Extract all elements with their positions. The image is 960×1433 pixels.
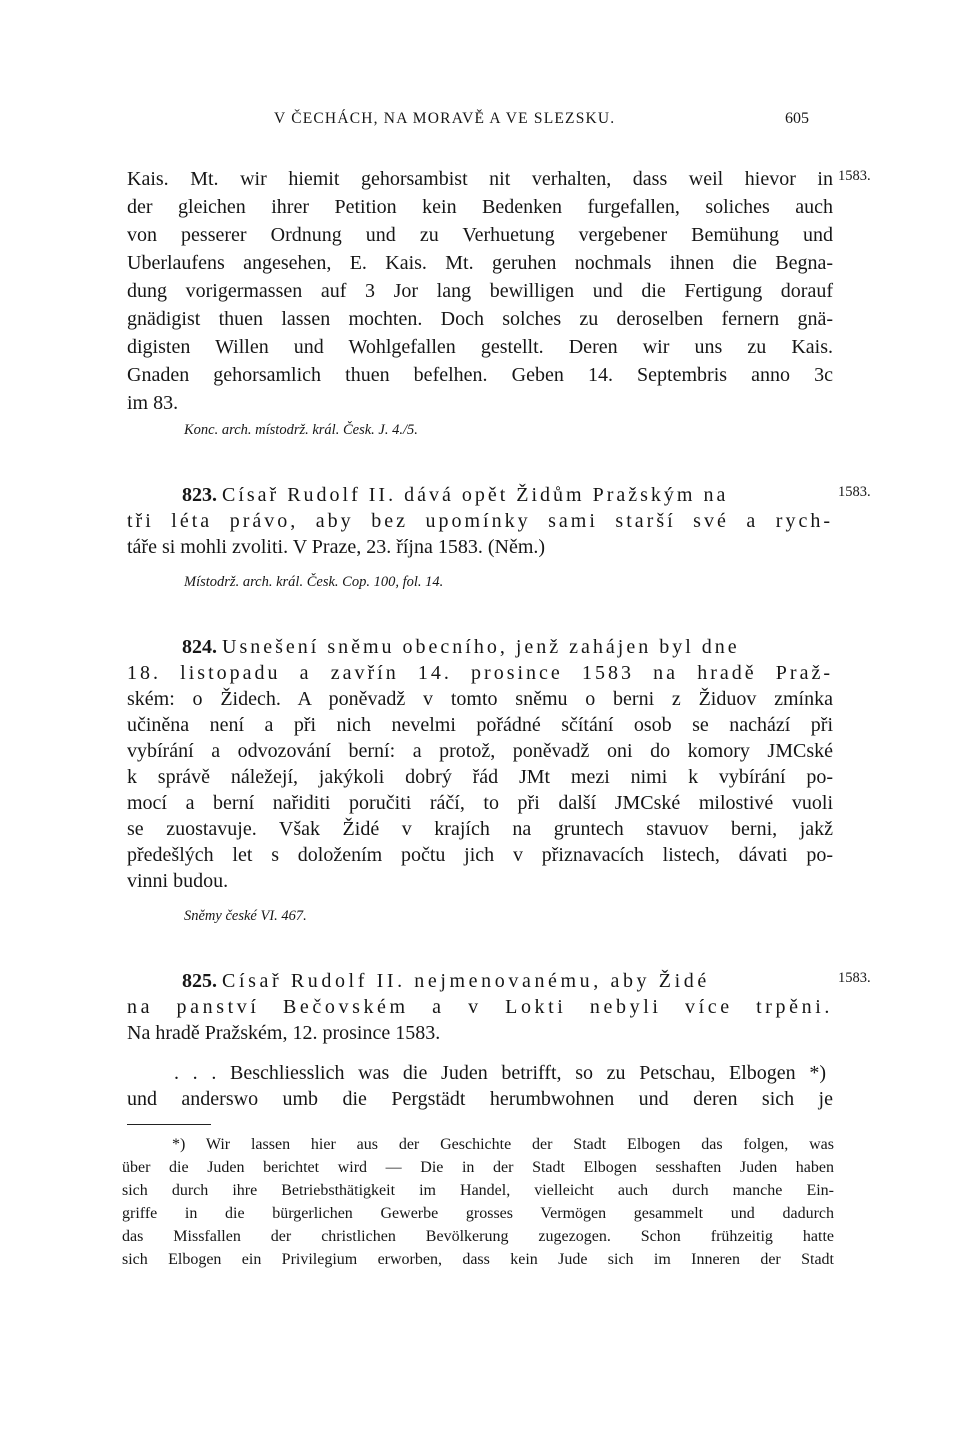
footnote-rule: [127, 1124, 211, 1125]
text-line: von pesserer Ordnung und zu Verhuetung vergebener Bemühung und: [127, 224, 833, 246]
footnote-line: das Missfallen der christlichen Bevölkerung zugezogen. Schon frühzeitig hatte: [122, 1228, 834, 1245]
archive-citation: Sněmy české VI. 467.: [184, 908, 307, 924]
entry-title: Císař Rudolf II. dává opět Židům Pražským na: [222, 484, 729, 506]
text-line: učiněna není a při nich nevelmi pořádné sčítání osob se nachází při: [127, 714, 833, 736]
entry-number: 825.: [182, 970, 217, 992]
text-line: se zuostavuje. Však Židé v krajích na gruntech stavuov berni, jakž: [127, 818, 833, 840]
entry-title: Usnešení sněmu obecního, jenž zahájen byl dne: [222, 636, 740, 658]
text-line: und anderswo umb die Pergstädt herumbwohnen und deren sich je: [127, 1088, 833, 1110]
text-line: . . . Beschliesslich was die Juden betrifft, so zu Petschau, Elbogen *): [174, 1062, 826, 1084]
footnote-line: griffe in die bürgerlichen Gewerbe grosses Vermögen gesammelt und dadurch: [122, 1205, 834, 1222]
text-line: Kais. Mt. wir hiemit gehorsambist nit verhalten, dass weil hievor in: [127, 168, 833, 190]
entry-title-line: na panství Bečovském a v Lokti nebyli více trpěni.: [127, 996, 833, 1018]
entry-heading-line: [182, 482, 833, 508]
entry-title-line: táře si mohli zvoliti. V Praze, 23. října 1583. (Něm.): [127, 536, 546, 558]
entry-number: 823.: [182, 484, 217, 506]
text-line: mocí a berní nařiditi poručiti ráčí, to při další JMCské milostivé vuoli: [127, 792, 833, 814]
footnote-line: über die Juden berichtet wird — Die in der Stadt Elbogen sesshaften Juden haben: [122, 1159, 834, 1176]
archive-citation: Konc. arch. místodrž. král. Česk. J. 4./5.: [184, 422, 418, 438]
text-line: der gleichen ihrer Petition kein Bedenken furgefallen, soliches auch: [127, 196, 833, 218]
text-line: k správě náležejí, jakýkoli dobrý řád JMt mezi nimi k vybírání po-: [127, 766, 833, 788]
text-line: gnädigist thuen lassen mochten. Doch solches zu deroselben fernern gnä-: [127, 308, 833, 330]
margin-year: 1583.: [838, 970, 871, 986]
entry-title: Císař Rudolf II. nejmenovanému, aby Židé: [222, 970, 710, 992]
entry-title-line: Na hradě Pražském, 12. prosince 1583.: [127, 1022, 441, 1044]
margin-year: 1583.: [838, 484, 871, 500]
text-line: im 83.: [127, 392, 179, 414]
archive-citation: Místodrž. arch. král. Česk. Cop. 100, fol. 14.: [184, 574, 444, 590]
text-line: Uberlaufens angesehen, E. Kais. Mt. geruhen nochmals ihnen die Begna-: [127, 252, 833, 274]
entry-heading-line: [182, 634, 833, 660]
entry-title-line: tři léta právo, aby bez upomínky sami starší své a rych-: [127, 510, 833, 532]
entry-heading-line: [182, 968, 833, 994]
text-line: digisten Willen und Wohlgefallen gestellt. Deren wir uns zu Kais.: [127, 336, 833, 358]
text-line: dung vorigermassen auf 3 Jor lang bewilligen und die Fertigung dorauf: [127, 280, 833, 302]
footnote-line: *) Wir lassen hier aus der Geschichte der Stadt Elbogen das folgen, was: [172, 1136, 834, 1153]
margin-year: 1583.: [838, 168, 871, 184]
page-number: 605: [785, 110, 809, 127]
footnote-line: sich durch ihre Betriebsthätigkeit im Handel, vielleicht auch durch manche Ein-: [122, 1182, 834, 1199]
text-line: vybírání a odvozování berní: a protož, poněvadž oni do komory JMCské: [127, 740, 833, 762]
text-line: předešlých let s doložením počtu jich v přiznavacích listech, dávati po-: [127, 844, 833, 866]
entry-number: 824.: [182, 636, 217, 658]
entry-title-line: 18. listopadu a zavřín 14. prosince 1583 na hradě Praž-: [127, 662, 833, 684]
text-line: Gnaden gehorsamlich thuen befelhen. Geben 14. Septembris anno 3c: [127, 364, 833, 386]
footnote-line: sich Elbogen ein Privilegium erworben, dass kein Jude sich im Inneren der Stadt: [122, 1251, 834, 1268]
running-header: V ČECHÁCH, NA MORAVĚ A VE SLEZSKU.: [274, 110, 616, 127]
text-line: ském: o Židech. A poněvadž v tomto sněmu o berni z Židuov zmínka: [127, 688, 833, 710]
text-line: vinni budou.: [127, 870, 229, 892]
